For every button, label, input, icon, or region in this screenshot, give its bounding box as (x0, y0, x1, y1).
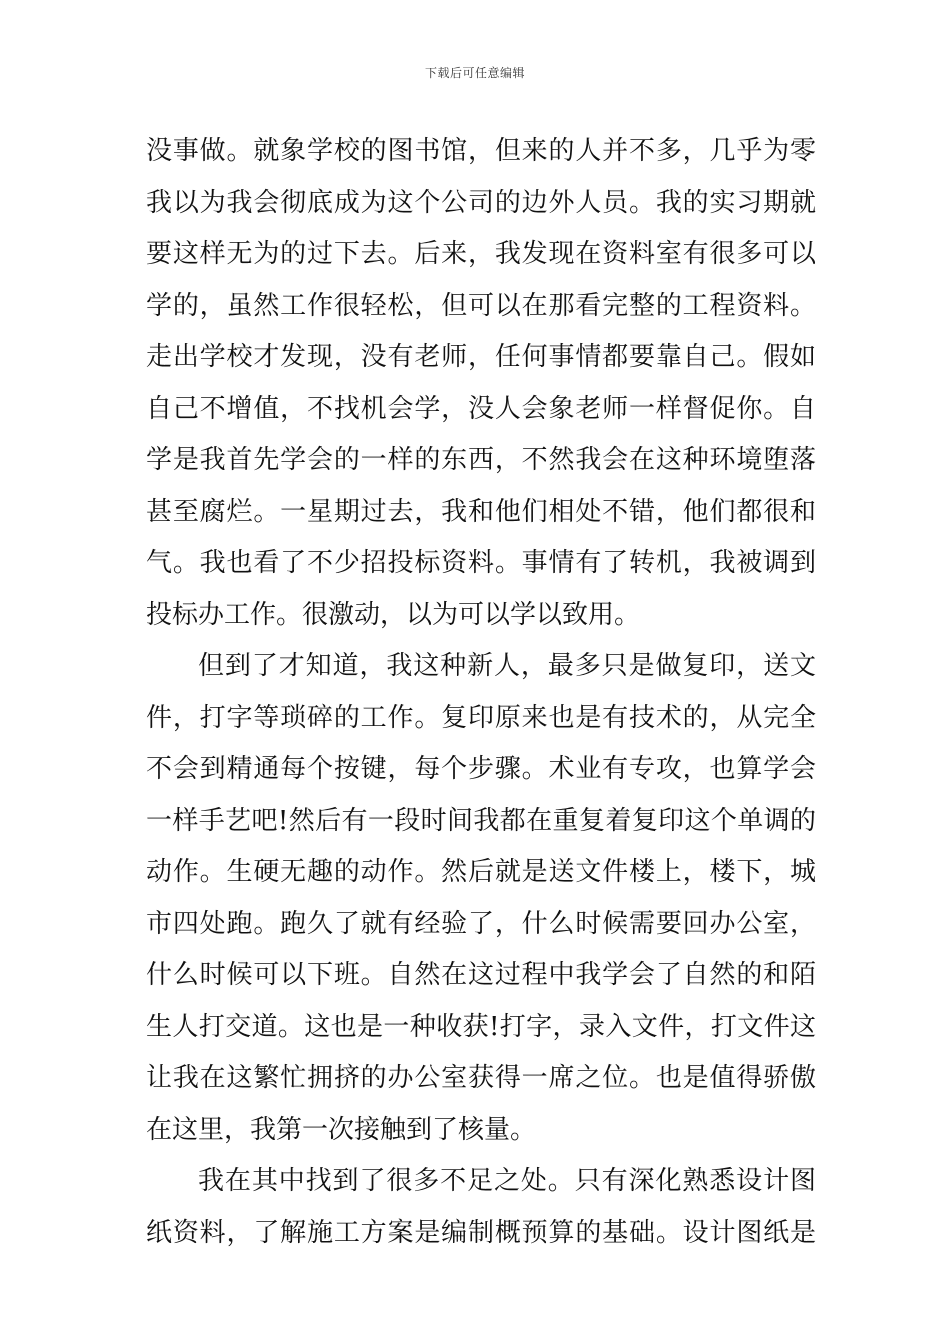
text-line: 一样手艺吧!然后有一段时间我都在重复着复印这个单调的 (146, 805, 816, 836)
text-line: 甚至腐烂。一星期过去，我和他们相处不错，他们都很和 (146, 496, 816, 527)
text-line: 自己不增值，不找机会学，没人会象老师一样督促你。自 (146, 393, 816, 424)
text-line: 生人打交道。这也是一种收获!打字，录入文件，打文件这 (146, 1011, 816, 1042)
text-line: 没事做。就象学校的图书馆，但来的人并不多，几乎为零 (146, 136, 816, 166)
text-line: 我以为我会彻底成为这个公司的边外人员。我的实习期就 (146, 187, 816, 218)
paragraph-end-line: 投标办工作。很激动，以为可以学以致用。 (146, 599, 641, 630)
paragraph-start-line: 我在其中找到了很多不足之处。只有深化熟悉设计图 (198, 1166, 816, 1196)
text-line: 要这样无为的过下去。后来，我发现在资料室有很多可以 (146, 239, 816, 269)
text-line: 市四处跑。跑久了就有经验了，什么时候需要回办公室， (146, 908, 816, 939)
document-body (146, 126, 816, 1259)
paragraph-end-line: 在这里，我第一次接触到了核量。 (146, 1114, 537, 1145)
text-line: 让我在这繁忙拥挤的办公室获得一席之位。也是值得骄傲 (146, 1063, 816, 1093)
text-line: 不会到精通每个按键，每个步骤。术业有专攻，也算学会 (146, 754, 816, 784)
text-line: 件，打字等琐碎的工作。复印原来也是有技术的，从完全 (146, 702, 816, 733)
text-line: 什么时候可以下班。自然在这过程中我学会了自然的和陌 (146, 960, 816, 990)
text-line: 动作。生硬无趣的动作。然后就是送文件楼上，楼下，城 (146, 857, 816, 887)
text-line: 学的，虽然工作很轻松，但可以在那看完整的工程资料。 (146, 290, 816, 321)
text-line: 学是我首先学会的一样的东西，不然我会在这种环境堕落 (146, 445, 816, 475)
text-line: 走出学校才发现，没有老师，任何事情都要靠自己。假如 (146, 342, 816, 372)
paragraph-start-line: 但到了才知道，我这种新人，最多只是做复印，送文 (198, 651, 816, 681)
page-header: 下载后可任意编辑 (424, 66, 525, 80)
text-line: 气。我也看了不少招投标资料。事情有了转机，我被调到 (146, 548, 816, 578)
text-line: 纸资料，了解施工方案是编制概预算的基础。设计图纸是 (146, 1217, 816, 1248)
